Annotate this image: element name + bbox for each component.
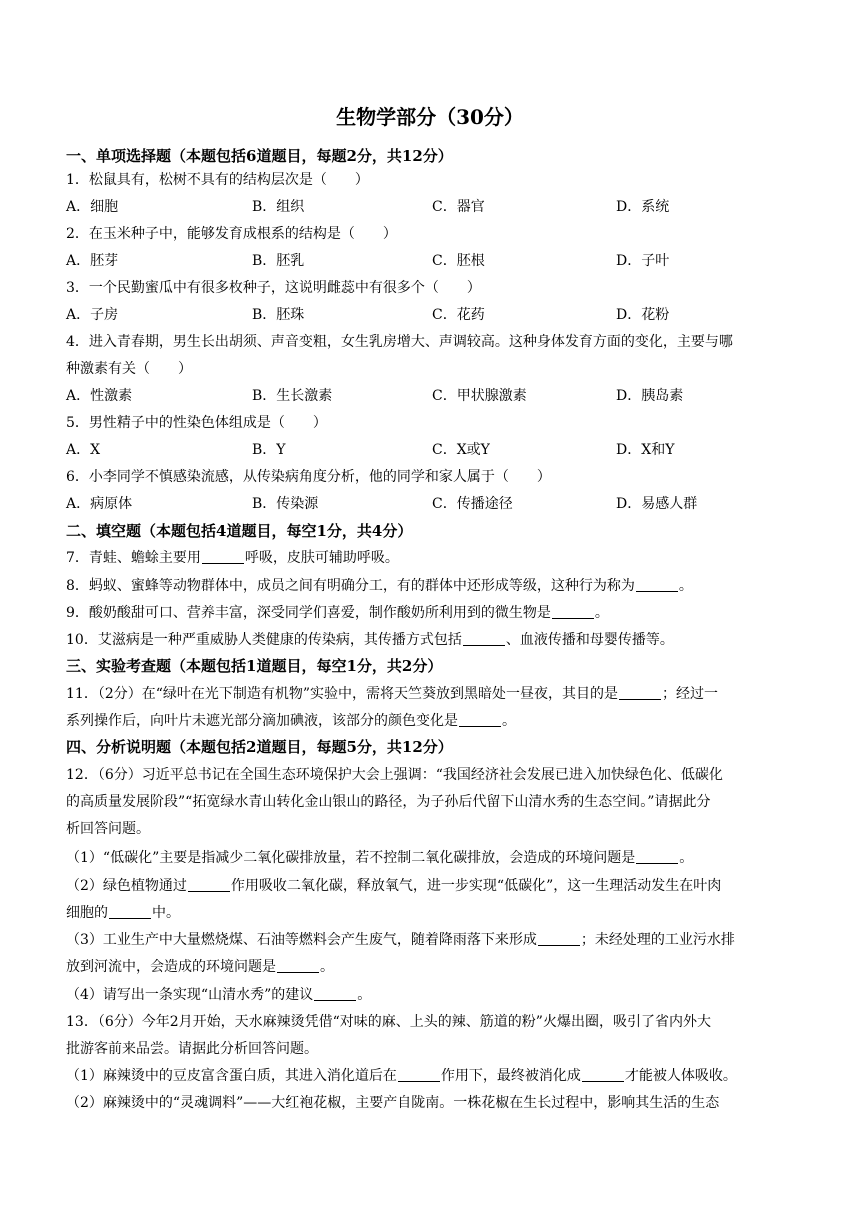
question-11-text-end: 。 bbox=[502, 713, 516, 729]
answer-blank[interactable] bbox=[277, 958, 319, 973]
option-a: A．子房 bbox=[66, 307, 119, 323]
question-13-line1: 13．（6分）今年2月开始，天水麻辣烫凭借“对味的麻、上头的辣、筋道的粉”火爆出圈，吸引了省内外大 bbox=[66, 1014, 711, 1030]
question-10 bbox=[66, 630, 674, 650]
option-d: D．易感人群 bbox=[616, 496, 698, 512]
sub-question-text: （2）绿色植物通过 bbox=[66, 878, 187, 894]
answer-blank[interactable] bbox=[398, 1067, 440, 1082]
answer-blank[interactable] bbox=[314, 986, 356, 1001]
option-a: A．病原体 bbox=[66, 496, 133, 512]
question-6-stem: 6．小李同学不慎感染流感，从传染病角度分析，他的同学和家人属于（ ） bbox=[66, 469, 551, 485]
sub-question-text-end: 才能被人体吸收。 bbox=[624, 1068, 737, 1084]
sub-question-text: 放到河流中，会造成的环境问题是 bbox=[66, 959, 276, 975]
question-3-stem: 3．一个民勤蜜瓜中有很多枚种子，这说明雌蕊中有很多个（ ） bbox=[66, 280, 481, 296]
sub-question-text: （3）工业生产中大量燃烧煤、石油等燃料会产生废气，随着降雨落下来形成 bbox=[66, 932, 537, 948]
question-4-stem-line1: 4．进入青春期，男生长出胡须、声音变粗，女生乳房增大、声调较高。这种身体发育方面的变化，主要与哪 bbox=[66, 334, 733, 350]
question-13-sub2: （2）麻辣烫中的“灵魂调料”——大红袍花椒，主要产自陇南。一株花椒在生长过程中，影响其生活的生态 bbox=[66, 1095, 720, 1111]
question-3-options bbox=[66, 305, 806, 325]
question-8-text-end: 。 bbox=[678, 578, 693, 594]
question-10-text: 10．艾滋病是一种严重威胁人类健康的传染病，其传播方式包括 bbox=[66, 632, 462, 648]
option-d: D．花粉 bbox=[616, 307, 670, 323]
option-c: C．甲状腺激素 bbox=[432, 388, 527, 404]
option-a: A．X bbox=[66, 442, 101, 458]
question-7-text-end: 呼吸，皮肤可辅助呼吸。 bbox=[244, 550, 399, 566]
option-b: B．Y bbox=[252, 442, 286, 458]
answer-blank[interactable] bbox=[202, 549, 244, 564]
sub-question-text-cont: 作用吸收二氧化碳，释放氧气，进一步实现“低碳化”，这一生理活动发生在叶肉 bbox=[230, 878, 722, 894]
question-2-options bbox=[66, 251, 806, 271]
sub-question-text-cont: ；未经处理的工业污水排 bbox=[580, 932, 735, 948]
section-heading-analysis: 四、分析说明题（本题包括2道题目，每题5分，共12分） bbox=[66, 738, 453, 756]
sub-question-text-end: 中。 bbox=[152, 905, 180, 921]
question-12-line3: 析回答问题。 bbox=[66, 821, 150, 837]
answer-blank[interactable] bbox=[188, 877, 230, 892]
option-d: D．系统 bbox=[616, 199, 670, 215]
question-12-line1: 12．（6分）习近平总书记在全国生态环境保护大会上强调：“我国经济社会发展已进入加快绿色化、低碳化 bbox=[66, 767, 723, 783]
question-6-options bbox=[66, 494, 806, 514]
question-1-options bbox=[66, 197, 806, 217]
answer-blank[interactable] bbox=[582, 1067, 624, 1082]
page-title: 生物学部分（30分） bbox=[336, 105, 524, 129]
answer-blank[interactable] bbox=[459, 712, 501, 727]
question-12-sub4 bbox=[66, 985, 371, 1005]
sub-question-text-end: 。 bbox=[679, 850, 694, 866]
question-12-sub3-line1 bbox=[66, 930, 735, 950]
section-heading-fill-in: 二、填空题（本题包括4道题目，每空1分，共4分） bbox=[66, 522, 413, 540]
sub-question-text: （1）“低碳化”主要是指减少二氧化碳排放量，若不控制二氧化碳排放，会造成的环境问题是 bbox=[66, 850, 636, 866]
answer-blank[interactable] bbox=[463, 631, 505, 646]
question-13-sub1 bbox=[66, 1066, 737, 1086]
question-8-text: 8．蚂蚁、蜜蜂等动物群体中，成员之间有明确分工，有的群体中还形成等级，这种行为称为 bbox=[66, 578, 635, 594]
question-10-text-end: 、血液传播和母婴传播等。 bbox=[505, 632, 674, 648]
option-c: C．X或Y bbox=[432, 442, 490, 458]
section-heading-experiment: 三、实验考查题（本题包括1道题目，每空1分，共2分） bbox=[66, 657, 443, 675]
sub-question-text-end: 。 bbox=[320, 959, 334, 975]
question-12-sub2-line1 bbox=[66, 876, 721, 896]
answer-blank[interactable] bbox=[636, 849, 678, 864]
question-9 bbox=[66, 603, 609, 623]
option-c: C．花药 bbox=[432, 307, 485, 323]
option-c: C．传播途径 bbox=[432, 496, 513, 512]
question-11-line2 bbox=[66, 711, 516, 731]
question-11-text-cont: ；经过一 bbox=[662, 686, 719, 702]
sub-question-text-end: 。 bbox=[357, 987, 372, 1003]
question-8 bbox=[66, 576, 693, 596]
question-11-text: 11．（2分）在“绿叶在光下制造有机物”实验中，需将天竺葵放到黑暗处一昼夜，其目的是 bbox=[66, 686, 619, 702]
option-b: B．生长激素 bbox=[252, 388, 333, 404]
option-c: C．胚根 bbox=[432, 253, 485, 269]
answer-blank[interactable] bbox=[109, 904, 151, 919]
question-5-options bbox=[66, 440, 806, 460]
option-b: B．胚珠 bbox=[252, 307, 305, 323]
option-d: D．子叶 bbox=[616, 253, 670, 269]
answer-blank[interactable] bbox=[538, 931, 580, 946]
answer-blank[interactable] bbox=[636, 577, 678, 592]
option-d: D．X和Y bbox=[616, 442, 675, 458]
question-12-sub3-line2 bbox=[66, 957, 334, 977]
option-a: A．性激素 bbox=[66, 388, 133, 404]
question-9-text-end: 。 bbox=[594, 605, 609, 621]
question-5-stem: 5．男性精子中的性染色体组成是（ ） bbox=[66, 415, 327, 431]
answer-blank[interactable] bbox=[619, 685, 661, 700]
option-b: B．组织 bbox=[252, 199, 305, 215]
sub-question-text: （1）麻辣烫中的豆皮富含蛋白质，其进入消化道后在 bbox=[66, 1068, 397, 1084]
section-heading-single-choice: 一、单项选择题（本题包括6道题目，每题2分，共12分） bbox=[66, 147, 453, 165]
question-4-stem-line2: 种激素有关（ ） bbox=[66, 361, 192, 377]
sub-question-text: 细胞的 bbox=[66, 905, 108, 921]
option-d: D．胰岛素 bbox=[616, 388, 684, 404]
question-1-stem: 1．松鼠具有，松树不具有的结构层次是（ ） bbox=[66, 172, 369, 188]
question-11-text: 系列操作后，向叶片未遮光部分滴加碘液，该部分的颜色变化是 bbox=[66, 713, 458, 729]
option-b: B．传染源 bbox=[252, 496, 319, 512]
sub-question-text-cont: 作用下，最终被消化成 bbox=[440, 1068, 581, 1084]
sub-question-text: （4）请写出一条实现“山清水秀”的建议 bbox=[66, 987, 314, 1003]
option-a: A．细胞 bbox=[66, 199, 119, 215]
question-4-options bbox=[66, 386, 806, 406]
option-b: B．胚乳 bbox=[252, 253, 305, 269]
question-12-sub2-line2 bbox=[66, 903, 180, 923]
question-7-text: 7．青蛙、蟾蜍主要用 bbox=[66, 550, 201, 566]
question-2-stem: 2．在玉米种子中，能够发育成根系的结构是（ ） bbox=[66, 226, 397, 242]
question-7 bbox=[66, 548, 399, 568]
question-9-text: 9．酸奶酸甜可口、营养丰富，深受同学们喜爱，制作酸奶所利用到的微生物是 bbox=[66, 605, 551, 621]
option-c: C．器官 bbox=[432, 199, 485, 215]
question-11-line1 bbox=[66, 684, 718, 704]
question-12-sub1 bbox=[66, 848, 693, 868]
question-12-line2: 的高质量发展阶段”“拓宽绿水青山转化金山银山的路径，为子孙后代留下山清水秀的生态空间。”请据此分 bbox=[66, 794, 711, 810]
question-13-line2: 批游客前来品尝。请据此分析回答问题。 bbox=[66, 1041, 318, 1057]
answer-blank[interactable] bbox=[552, 604, 594, 619]
option-a: A．胚芽 bbox=[66, 253, 119, 269]
